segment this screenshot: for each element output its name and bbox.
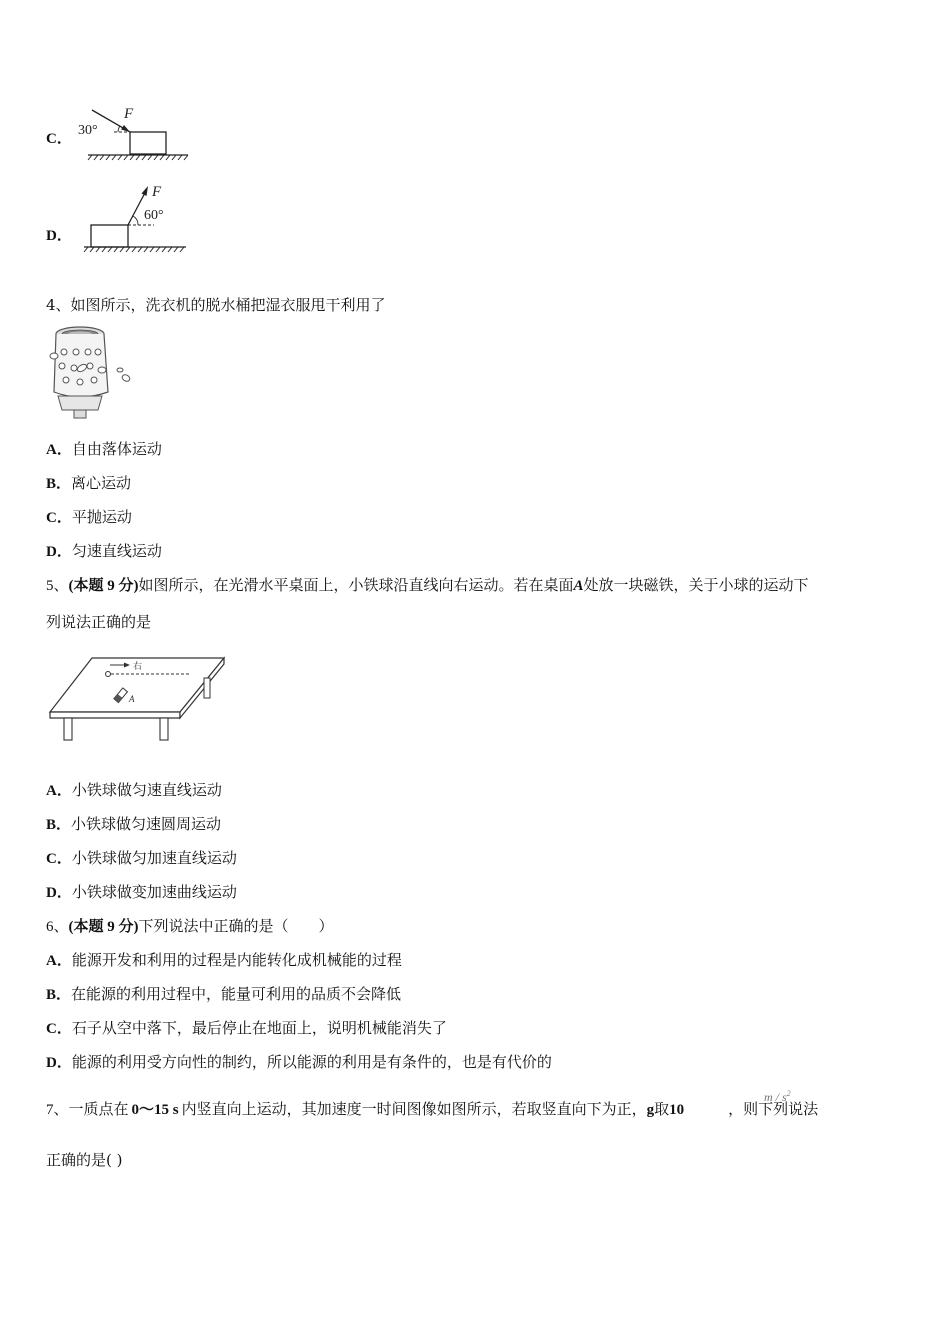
force-diagram-30deg	[74, 100, 194, 164]
angle-60-label: 60°	[144, 208, 164, 223]
option-d: D．小铁球做变加速曲线运动	[46, 883, 237, 901]
force-diagram-60deg	[74, 180, 194, 256]
angle-30-label: 30°	[78, 123, 98, 138]
question-7-stem-line2: 正确的是( )	[46, 1151, 123, 1169]
washing-machine-drum-figure	[44, 322, 140, 420]
option-a: A．自由落体运动	[46, 440, 162, 458]
option-d-label: D．	[46, 228, 72, 244]
option-c: C．平抛运动	[46, 508, 132, 526]
option-d: D．匀速直线运动	[46, 542, 162, 560]
point-a-label: A	[129, 694, 135, 704]
force-f-label: F	[152, 184, 162, 200]
option-c: C．石子从空中落下，最后停止在地面上，说明机械能消失了	[46, 1019, 447, 1037]
option-c: C．小铁球做匀加速直线运动	[46, 849, 237, 867]
question-5-stem-line2: 列说法正确的是	[46, 613, 152, 631]
option-a: A．小铁球做匀速直线运动	[46, 781, 222, 799]
force-f-label: F	[124, 106, 134, 122]
option-a: A．能源开发和利用的过程是内能转化成机械能的过程	[46, 951, 402, 969]
acceleration-unit: m / $s^2$	[764, 1089, 791, 1104]
option-b: B．小铁球做匀速圆周运动	[46, 815, 222, 833]
option-c-label: C．	[46, 131, 72, 147]
direction-right-label: 右	[133, 662, 143, 672]
question-7-stem: 7、一质点在 0～15 s 内竖直向上运动，其加速度一时间图像如图所示，若取竖直向下为正，g取10 ，则下列说法	[46, 1100, 819, 1118]
option-b: B．在能源的利用过程中，能量可利用的品质不会降低	[46, 985, 402, 1003]
question-6-stem: 6、(本题 9 分)下列说法中正确的是（ ）	[46, 917, 334, 935]
question-4-stem: 4、如图所示，洗衣机的脱水桶把湿衣服甩干利用了	[46, 296, 386, 314]
magnet-table-figure	[44, 652, 230, 744]
question-5-stem: 5、(本题 9 分)如图所示，在光滑水平桌面上，小铁球沿直线向右运动。若在桌面A处放一块磁铁，关于小球的运动下	[46, 576, 809, 594]
option-d: D．能源的利用受方向性的制约，所以能源的利用是有条件的，也是有代价的	[46, 1053, 552, 1071]
option-b: B．离心运动	[46, 474, 132, 492]
